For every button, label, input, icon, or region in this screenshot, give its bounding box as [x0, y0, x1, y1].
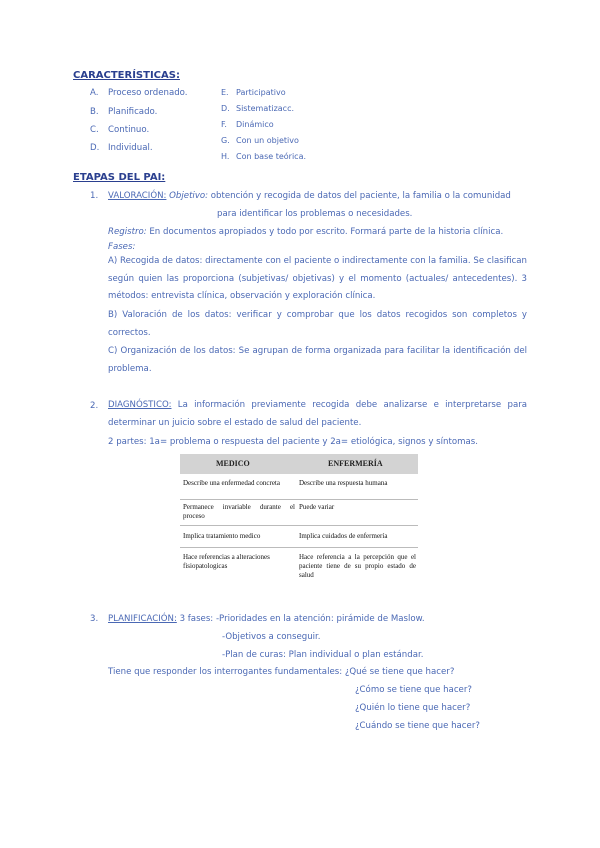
- list-marker: D.: [90, 143, 100, 153]
- diagnostico-text: La información previamente recogida debe analizarse e interpretarse para determinar un juicio sobre el estado de salud del paciente.: [108, 400, 528, 428]
- questions-intro: Tiene que responder los interrogantes fundamentales: ¿Qué se tiene que hacer?: [108, 667, 455, 677]
- list-marker: G.: [221, 136, 230, 145]
- list-marker: D.: [221, 104, 230, 113]
- table-cell: Puede variar: [299, 503, 335, 511]
- caracteristicas-heading: CARACTERÍSTICAS:: [73, 70, 180, 81]
- list-item: Con base teórica.: [236, 152, 307, 161]
- table-cell: Permanece invariable durante el proceso: [183, 503, 295, 520]
- diagnostico-title: DIAGNÓSTICO:: [108, 400, 172, 410]
- fase-c-paragraph: C) Organización de los datos: Se agrupan de forma organizada para facilitar la identificación del problema.: [108, 346, 527, 374]
- fase-b-paragraph: B) Valoración de los datos: verificar y comprobar que los datos recogidos son completos y correctos.: [108, 310, 527, 338]
- list-marker: E.: [221, 88, 229, 97]
- registro-label: Registro:: [108, 227, 147, 237]
- list-item: Sistematizacc.: [236, 104, 295, 113]
- valoracion-line-1: [108, 191, 511, 201]
- valoracion-title: VALORACIÓN:: [108, 191, 167, 201]
- section-number: 2.: [90, 401, 99, 411]
- question-cuando: ¿Cuándo se tiene que hacer?: [355, 721, 480, 731]
- question-quien: ¿Quién lo tiene que hacer?: [355, 703, 471, 713]
- planificacion-fases: 3 fases: -Prioridades en la atención: pirámide de Maslow.: [179, 614, 425, 624]
- list-item: Participativo: [236, 88, 286, 97]
- diagnostico-paragraph: [108, 397, 527, 432]
- etapas-heading: ETAPAS DEL PAI:: [73, 172, 166, 183]
- list-item: Dinámico: [236, 120, 274, 129]
- list-marker: F.: [221, 120, 227, 129]
- table-divider: [180, 547, 418, 548]
- objetivo-text: obtención y recogida de datos del paciente, la familia o la comunidad: [210, 191, 511, 201]
- registro-text: En documentos apropiados y todo por escrito. Formará parte de la historia clínica.: [149, 227, 504, 237]
- table-cell: Hace referencia a la percepción que el paciente tiene de su propio estado de salud: [299, 553, 416, 579]
- diagnostico-partes: 2 partes: 1a= problema o respuesta del paciente y 2a= etiológica, signos y síntomas.: [108, 437, 478, 447]
- objetivo-label: Objetivo:: [169, 191, 209, 201]
- table-cell: Implica tratamiento medico: [183, 532, 261, 540]
- question-como: ¿Cómo se tiene que hacer?: [355, 685, 472, 695]
- list-marker: H.: [221, 152, 230, 161]
- fase-a-paragraph: A) Recogida de datos: directamente con el paciente o indirectamente con la familia. Se clasifican según quien las proporciona (subjetivas/ objetivas) y el momento (actuales/ antecedentes). 3 métodos: entrevista clínica, observación y exploración clínica.: [108, 256, 527, 302]
- table-cell: Hace referencias a alteraciones fisiopatologicas: [183, 553, 270, 570]
- planificacion-line-1: [108, 614, 425, 624]
- list-item: Individual.: [108, 143, 153, 153]
- planificacion-line-2: -Objetivos a conseguir.: [222, 632, 321, 642]
- registro-line: [108, 227, 503, 237]
- fases-label: Fases:: [108, 242, 136, 252]
- section-number: 3.: [90, 614, 99, 624]
- table-divider: [180, 525, 418, 526]
- table-cell: Describe una respuesta humana: [299, 479, 388, 487]
- planificacion-line-3: -Plan de curas: Plan individual o plan estándar.: [222, 650, 424, 660]
- section-number: 1.: [90, 191, 99, 201]
- table-cell: Implica cuidados de enfermería: [299, 532, 388, 540]
- list-item: Con un objetivo: [236, 136, 299, 145]
- list-marker: C.: [90, 125, 99, 135]
- list-marker: A.: [90, 88, 99, 98]
- objetivo-continuation: para identificar los problemas o necesidades.: [217, 209, 413, 219]
- list-item: Proceso ordenado.: [108, 88, 188, 98]
- medico-enfermeria-table: [180, 454, 418, 586]
- list-item: Planificado.: [108, 107, 158, 117]
- table-divider: [180, 499, 418, 500]
- list-item: Continuo.: [108, 125, 150, 135]
- list-marker: B.: [90, 107, 99, 117]
- table-header-medico: MEDICO: [216, 459, 250, 468]
- table-header-enfermeria: ENFERMERÍA: [328, 459, 383, 468]
- planificacion-title: PLANIFICACIÓN:: [108, 614, 177, 624]
- table-cell: Describe una enfermedad concreta: [183, 479, 280, 487]
